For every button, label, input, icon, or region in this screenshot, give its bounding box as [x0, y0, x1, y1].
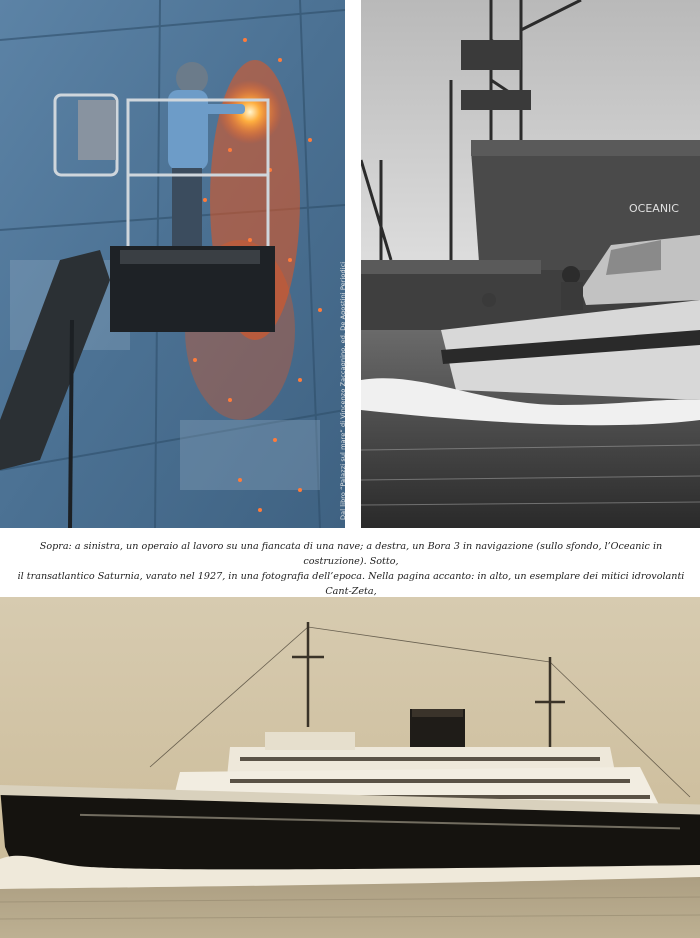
photo-welder-on-hull: [0, 0, 345, 528]
ship-lettering-oceanic: OCEANIC: [629, 202, 679, 215]
motorboat-illustration: [361, 0, 700, 528]
photo-credit: Dal libro “Palazzi sul mare” di Vincenzo Zaccagnino, ed. De Agostini Periodici: [339, 261, 347, 520]
welder-illustration: [0, 0, 345, 528]
caption-line-1: Sopra: a sinistra, un operaio al lavoro su una fiancata di una nave; a destra, un Bora 3 in navigazione (sullo sfondo, l’Oceanic in costruzione). Sotto,: [39, 541, 663, 567]
ocean-liner-illustration: [0, 597, 700, 938]
photo-ocean-liner-saturnia: [0, 597, 700, 938]
photo-motorboat-bora: [361, 0, 700, 528]
caption-line-2: il transatlantico Saturnia, varato nel 1927, in una fotografia dell’epoca. Nella pagina accanto: in alto, un esemplare dei mitici idrovolanti Cant-Zeta,: [17, 571, 685, 597]
